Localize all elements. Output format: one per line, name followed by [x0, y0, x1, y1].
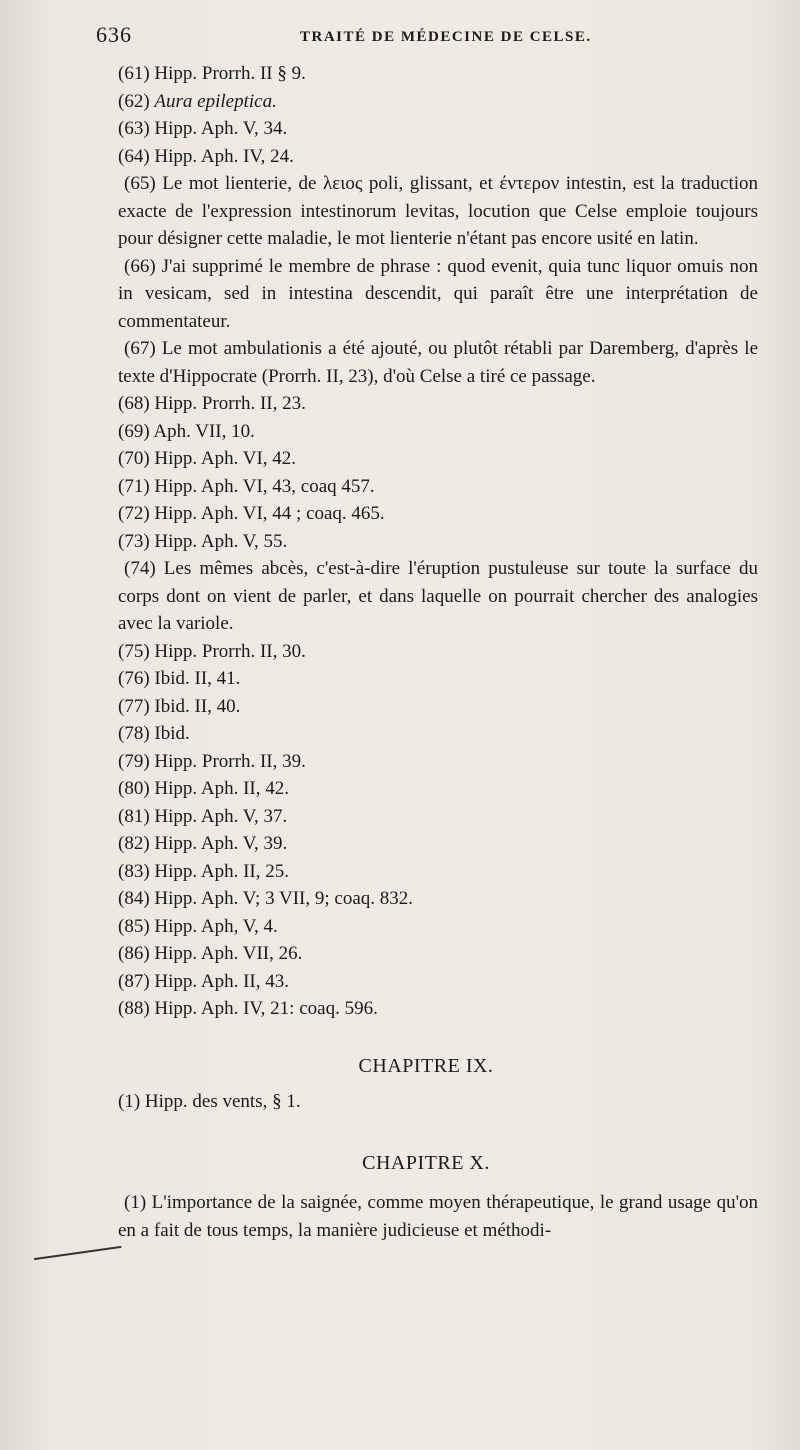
note-number: (88) — [118, 998, 150, 1019]
note-number: (84) — [118, 888, 150, 909]
note-84 — [118, 885, 758, 913]
note-62 — [118, 88, 758, 116]
note-79 — [118, 748, 758, 776]
notes-body — [118, 60, 758, 1244]
note-number: (61) — [118, 63, 150, 84]
note-number: (1) — [118, 1091, 141, 1112]
note-text: Hipp. Aph. IV, 24. — [154, 145, 294, 167]
note-text: Hipp. Aph. V, 37. — [154, 805, 288, 827]
note-83 — [118, 858, 758, 886]
note-text: Hipp. des vents, § 1. — [144, 1091, 301, 1112]
note-text: Hipp. Aph. VI, 44 ; coaq. 465. — [154, 503, 385, 524]
note-70 — [118, 445, 758, 473]
note-61 — [118, 60, 758, 88]
note-text: Le mot ambulationis a été ajouté, ou plutôt rétabli par Daremberg, d'après le texte d'Hippocrate (Prorrh. II, 23), d'où Celse a tiré ce passage. — [118, 338, 759, 387]
note-text: Hipp. Prorrh. II § 9. — [154, 63, 306, 84]
note-number: (70) — [118, 448, 150, 469]
note-text: Hipp. Prorrh. II, 39. — [154, 750, 306, 772]
note-65 — [118, 170, 758, 253]
note-number: (85) — [118, 915, 150, 937]
note-text: Hipp. Aph. VI, 43, coaq 457. — [154, 475, 375, 497]
note-82 — [118, 830, 758, 858]
note-number: (72) — [118, 503, 150, 524]
running-head — [96, 22, 756, 52]
page-number: 636 — [96, 22, 132, 47]
chapter-x-note-1 — [118, 1189, 758, 1244]
note-number: (68) — [118, 393, 150, 414]
note-text: Hipp. Aph. II, 43. — [154, 970, 289, 992]
note-number: (66) — [124, 255, 156, 277]
note-text: Hipp. Aph. II, 25. — [154, 860, 289, 882]
note-text: Hipp. Prorrh. II, 30. — [154, 640, 306, 662]
note-number: (76) — [118, 668, 150, 689]
note-text: Hipp. Aph. V, 34. — [154, 118, 288, 139]
note-74 — [118, 555, 758, 638]
note-number: (62) — [118, 90, 150, 112]
note-number: (80) — [118, 778, 150, 799]
note-88 — [118, 995, 758, 1023]
note-number: (64) — [118, 145, 150, 167]
note-text: Ibid. — [154, 723, 190, 744]
note-78 — [118, 720, 758, 748]
note-text: Ibid. II, 40. — [154, 695, 241, 717]
note-64 — [118, 143, 758, 171]
note-number: (79) — [118, 750, 150, 772]
running-title: TRAITÉ DE MÉDECINE DE CELSE. — [300, 29, 592, 45]
note-67 — [118, 335, 758, 390]
note-81 — [118, 803, 758, 831]
note-number: (73) — [118, 530, 150, 552]
note-number: (82) — [118, 833, 150, 854]
note-85 — [118, 913, 758, 941]
note-71 — [118, 473, 758, 501]
note-number: (71) — [118, 475, 150, 497]
note-72 — [118, 500, 758, 528]
note-73 — [118, 528, 758, 556]
note-number: (65) — [124, 173, 156, 194]
note-text: Hipp. Aph. V; 3 VII, 9; coaq. 832. — [154, 888, 414, 909]
note-number: (69) — [118, 420, 150, 442]
note-76 — [118, 665, 758, 693]
chapter-ix-heading: CHAPITRE IX. — [358, 1054, 494, 1077]
note-80 — [118, 775, 758, 803]
note-text: Aura epileptica. — [154, 90, 277, 112]
note-69 — [118, 418, 758, 446]
note-number: (83) — [118, 860, 150, 882]
note-75 — [118, 638, 758, 666]
note-text: Hipp. Aph. VI, 42. — [154, 448, 297, 469]
note-text: Hipp. Aph. V, 55. — [154, 530, 288, 552]
note-number: (81) — [118, 805, 150, 827]
note-number: (87) — [118, 970, 150, 992]
note-87 — [118, 968, 758, 996]
note-86 — [118, 940, 758, 968]
note-68 — [118, 390, 758, 418]
note-text: Hipp. Aph. IV, 21: coaq. 596. — [154, 998, 378, 1019]
note-text: Hipp. Aph. V, 39. — [154, 833, 288, 854]
note-number: (75) — [118, 640, 150, 662]
note-text: Les mêmes abcès, c'est-à-dire l'éruption pustuleuse sur toute la surface du corps dont on vient de parler, et dans laquelle on pourrait chercher des analogies avec la variole. — [118, 558, 758, 634]
chapter-x-heading: CHAPITRE X. — [362, 1151, 490, 1174]
note-text: Ibid. II, 41. — [154, 668, 241, 689]
chapter-ix-note-1 — [118, 1088, 758, 1116]
margin-pencil-mark — [34, 1246, 122, 1264]
note-text: Hipp. Prorrh. II, 23. — [154, 393, 306, 414]
note-text: Aph. VII, 10. — [153, 420, 255, 442]
note-text: Hipp. Aph. VII, 26. — [154, 943, 303, 964]
note-text: Hipp. Aph. II, 42. — [154, 778, 289, 799]
note-number: (77) — [118, 695, 150, 717]
note-number: (67) — [124, 338, 156, 359]
note-number: (86) — [118, 943, 150, 964]
note-number: (74) — [124, 558, 156, 579]
note-number: (1) — [124, 1192, 147, 1213]
note-66 — [118, 253, 758, 336]
note-text: J'ai supprimé le membre de phrase : quod evenit, quia tunc liquor omuis non in vesicam, sed in intestina descendit, qui paraît être une interprétation de commentateur. — [118, 255, 759, 332]
note-63 — [118, 115, 758, 143]
note-text: Le mot lienterie, de λειος poli, glissant, et έντερον intestin, est la traduction exacte de l'expression intestinorum levitas, locution que Celse emploie toujours pour désigner cette maladie, le mot lienterie n'étant pas encore usité en latin. — [118, 173, 758, 249]
note-number: (78) — [118, 723, 150, 744]
note-77 — [118, 693, 758, 721]
note-number: (63) — [118, 118, 150, 139]
note-text: Hipp. Aph, V, 4. — [154, 915, 278, 937]
note-text: L'importance de la saignée, comme moyen thérapeutique, le grand usage qu'on en a fait de tous temps, la manière judicieuse et méthodi- — [118, 1192, 759, 1241]
